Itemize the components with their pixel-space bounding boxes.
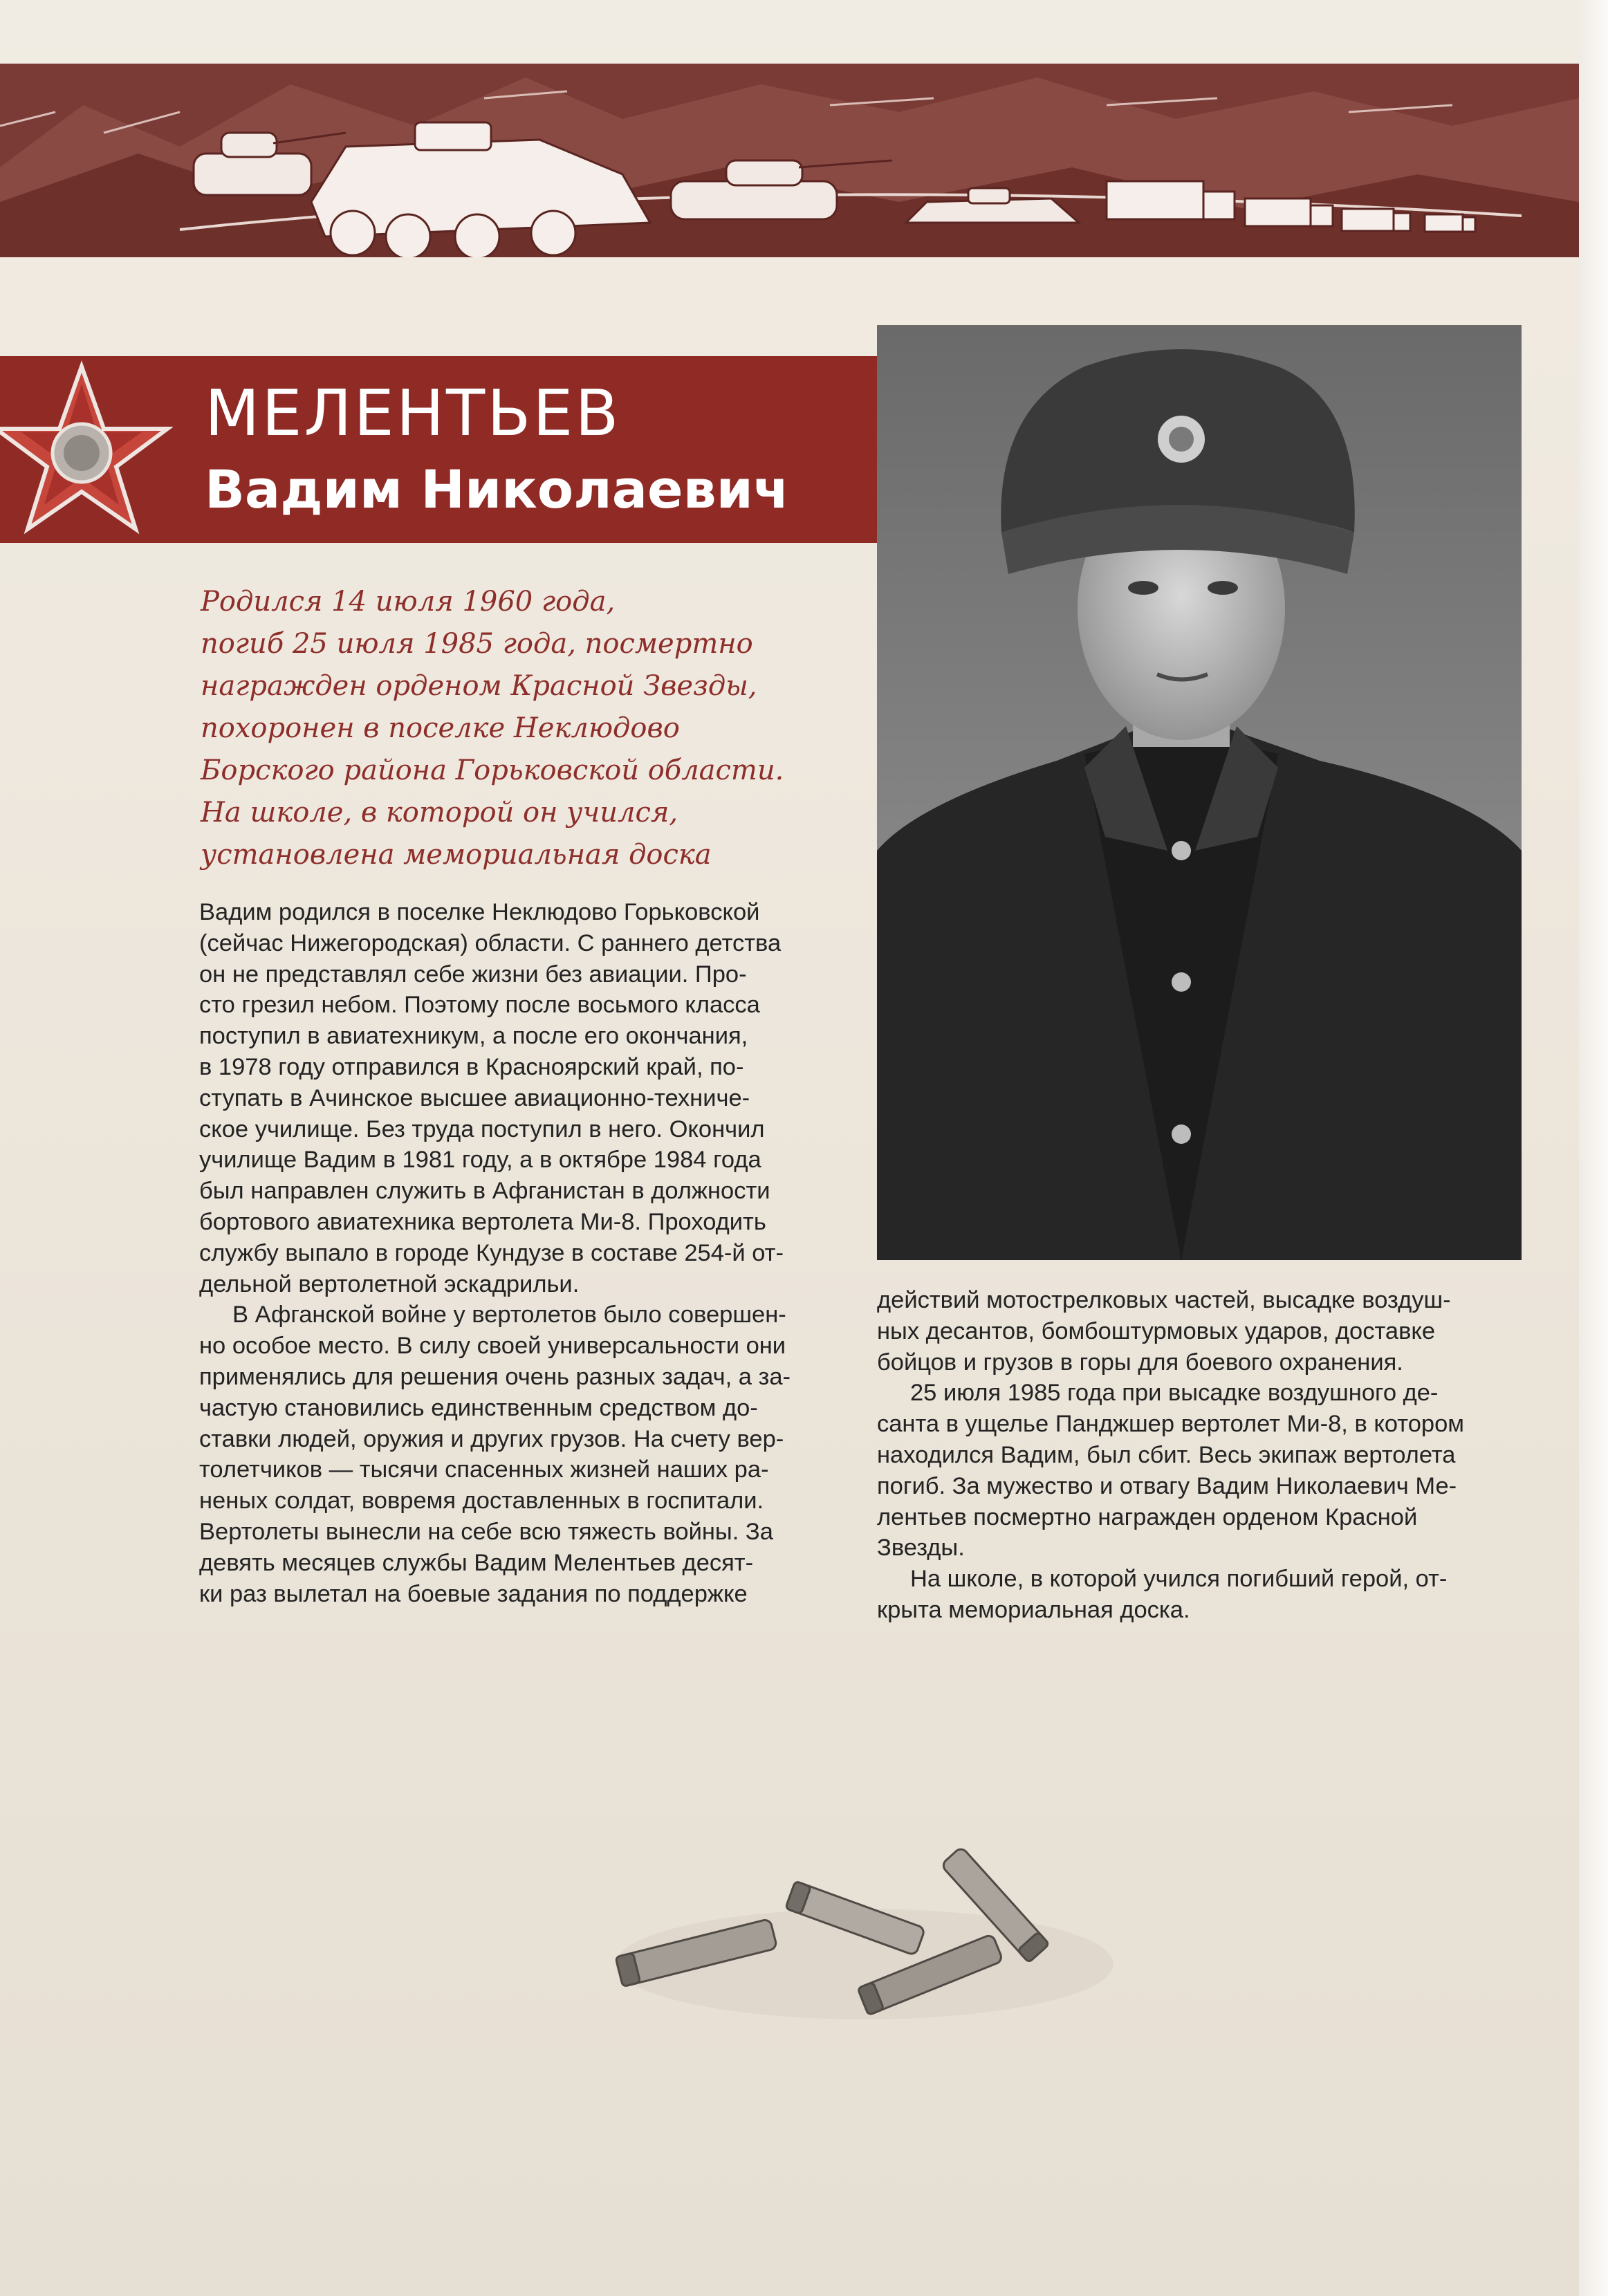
body-line: он не представлял себе жизни без авиации. Про-: [199, 961, 747, 988]
lead-line: награжден орденом Красной Звезды,: [201, 670, 757, 702]
lead-line: похоронен в поселке Неклюдово: [201, 712, 680, 744]
lead-line: Борского района Горьковской области.: [201, 754, 784, 786]
body-line: службу выпало в городе Кундузе в составе 254-й от-: [199, 1239, 784, 1266]
body-line: санта в ущелье Панджшер вертолет Ми-8, в котором: [877, 1411, 1464, 1438]
body-line: Звезды.: [877, 1535, 965, 1562]
body-line: девять месяцев службы Вадим Мелентьев десят-: [199, 1549, 754, 1576]
body-column-right: [877, 1285, 1522, 1626]
body-line: На школе, в которой учился погибший герой, от-: [910, 1566, 1448, 1593]
header-banner: [0, 64, 1579, 257]
body-line: частую становились единственным средством до-: [199, 1394, 758, 1421]
body-line: училище Вадим в 1981 году, а в октябре 1984 года: [199, 1147, 761, 1174]
body-line: В Афганской войне у вертолетов было совершен-: [232, 1302, 786, 1328]
body-line: Вадим родился в поселке Неклюдово Горьковской: [199, 899, 760, 925]
body-line: поступил в авиатехникум, а после его окончания,: [199, 1023, 748, 1050]
body-line: дельной вертолетной эскадрильи.: [199, 1270, 580, 1297]
body-column-left: [199, 897, 846, 1609]
body-line: неных солдат, вовремя доставленных в госпитали.: [199, 1488, 764, 1515]
body-line: толетчиков — тысячи спасенных жизней наших ра-: [199, 1456, 769, 1483]
lead-line: Родился 14 июля 1960 года,: [201, 586, 616, 618]
hero-surname: МЕЛЕНТЬЕВ: [205, 376, 621, 450]
body-line: ных десантов, бомбоштурмовых ударов, доставке: [877, 1317, 1436, 1344]
body-line: был направлен служить в Афганистан в должности: [199, 1178, 770, 1205]
lead-line: погиб 25 июля 1985 года, посмертно: [201, 628, 753, 660]
body-line: 25 июля 1985 года при высадке воздушного де-: [910, 1380, 1439, 1407]
lead-line: установлена мемориальная доска: [201, 839, 712, 871]
body-line: бортового авиатехника вертолета Ми-8. Проходить: [199, 1208, 766, 1235]
order-red-star-icon: [0, 356, 173, 543]
body-line: ставки людей, оружия и других грузов. На счету вер-: [199, 1425, 784, 1452]
body-line: лентьев посмертно награжден орденом Красной: [877, 1503, 1418, 1530]
body-line: ступать в Ачинское высшее авиационно-техниче-: [199, 1084, 750, 1111]
body-line: Вертолеты вынесли на себе всю тяжесть войны. За: [199, 1518, 773, 1545]
body-line: действий мотострелковых частей, высадке воздуш-: [877, 1287, 1451, 1313]
body-line: ки раз вылетал на боевые задания по поддержке: [199, 1580, 748, 1607]
body-line: погиб. За мужество и отвагу Вадим Николаевич Ме-: [877, 1472, 1457, 1499]
body-line: но особое место. В силу своей универсальности они: [199, 1333, 786, 1360]
hero-portrait-photo: [877, 325, 1522, 1260]
hero-given-names: Вадим Николаевич: [205, 459, 790, 520]
lead-line: На школе, в которой он учился,: [201, 797, 678, 828]
body-line: бойцов и грузов в горы для боевого охранения.: [877, 1349, 1403, 1376]
lead-summary: [201, 581, 865, 876]
body-line: находился Вадим, был сбит. Весь экипаж вертолета: [877, 1441, 1456, 1468]
bullet-shells-illustration: [595, 1826, 1134, 2040]
vehicle-convoy-illustration: [0, 64, 1579, 257]
body-line: сто грезил небом. Поэтому после восьмого класса: [199, 992, 760, 1019]
page-edge: [1579, 0, 1608, 2296]
body-line: крыта мемориальная доска.: [877, 1596, 1190, 1623]
body-line: в 1978 году отправился в Красноярский край, по-: [199, 1053, 744, 1080]
body-line: ское училище. Без труда поступил в него. Окончил: [199, 1115, 765, 1142]
body-line: применялись для решения очень разных задач, а за-: [199, 1363, 791, 1390]
body-line: (сейчас Нижегородская) области. С раннего детства: [199, 929, 782, 956]
